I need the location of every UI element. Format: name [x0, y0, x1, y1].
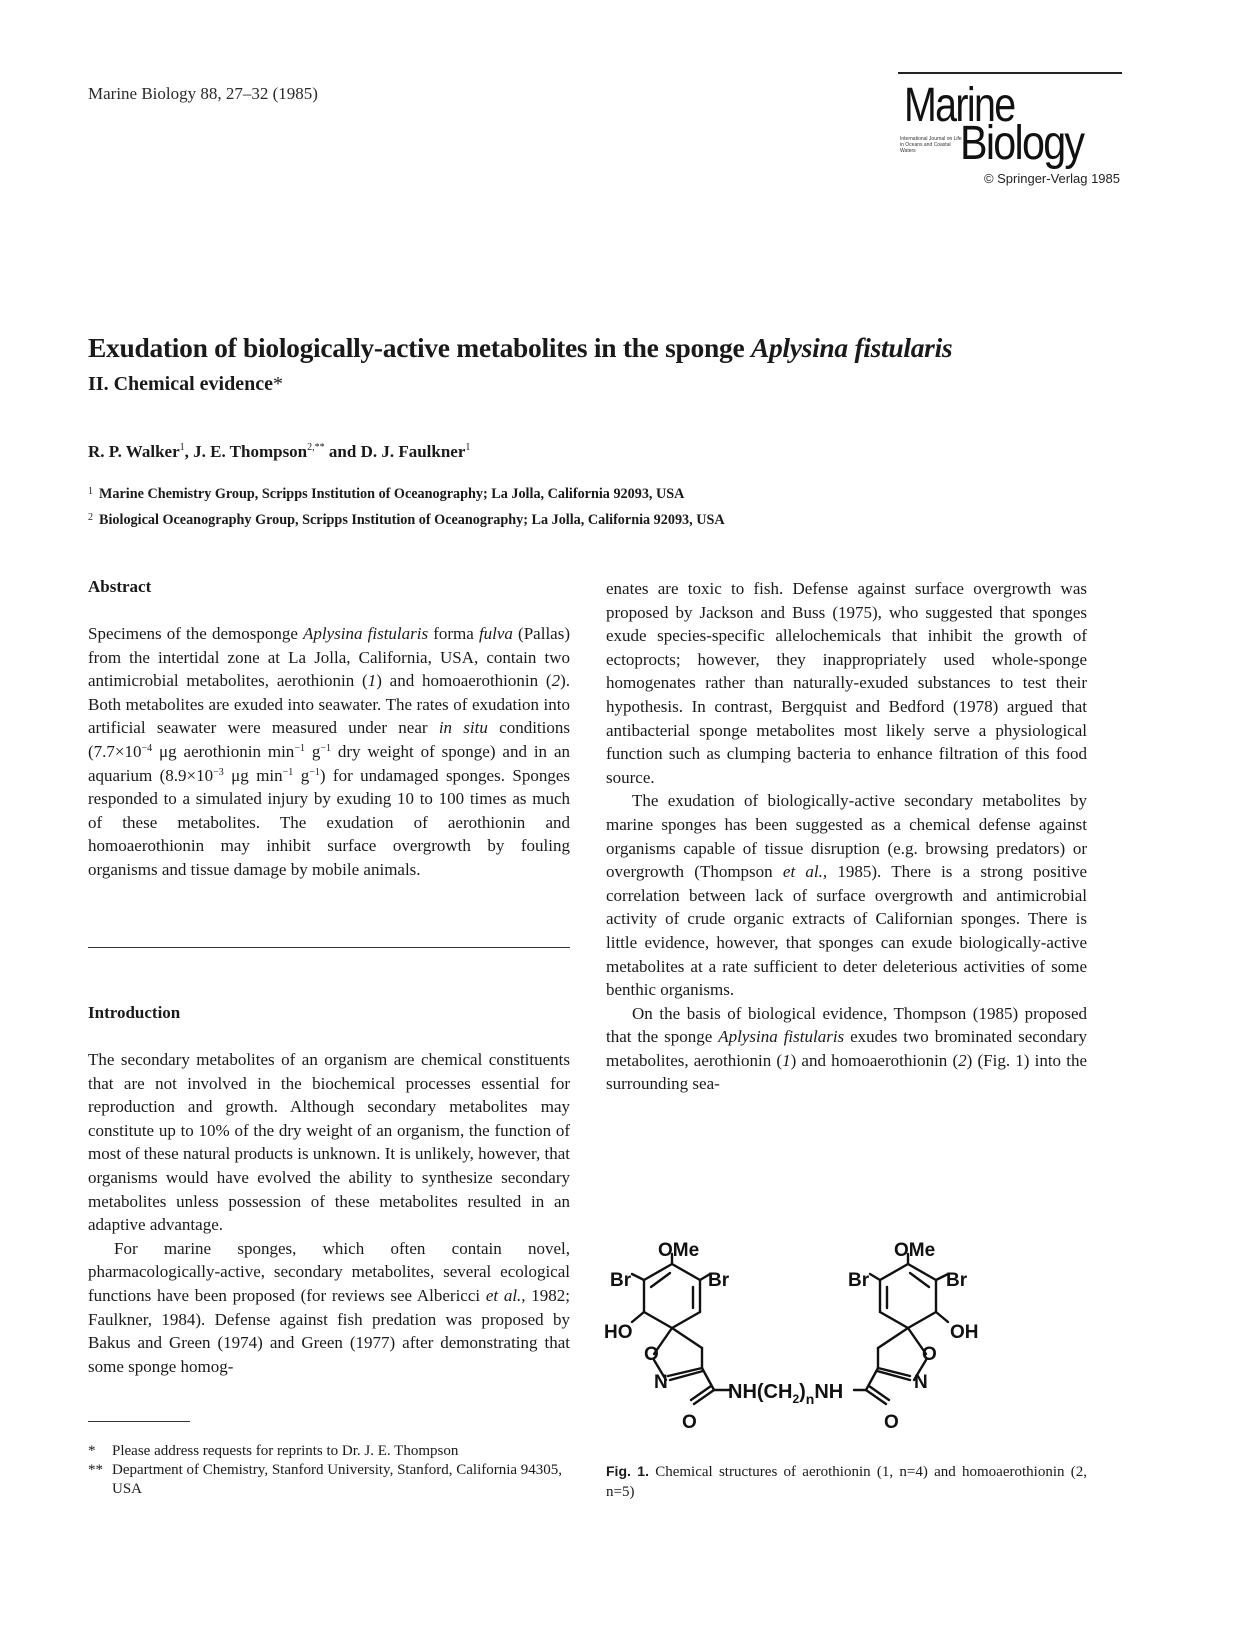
author-name: R. P. Walker	[88, 442, 180, 461]
abstract-body	[88, 622, 570, 882]
affiliation-2	[88, 512, 725, 529]
label-carbonyl-oxygen: O	[884, 1412, 899, 1433]
caption-text: Chemical structures of aerothionin (1, n=4) and homoaerothionin (2, n=5)	[606, 1464, 1088, 1500]
label-ome-left: OMe	[658, 1240, 700, 1261]
affiliation-number: 2	[88, 512, 93, 523]
label-oh: OH	[950, 1322, 979, 1343]
subtitle-text: II. Chemical evidence	[88, 373, 273, 395]
author-affil-mark: 2,**	[307, 442, 325, 453]
footnote	[88, 1442, 570, 1461]
logo-subtext: International Journal on Life in Oceans and Coastal Waters	[900, 136, 962, 154]
label-br: Br	[708, 1270, 730, 1291]
article-subtitle	[88, 373, 283, 396]
label-ho: HO	[604, 1322, 633, 1343]
logo-rule	[898, 72, 1122, 74]
footnote-mark: *	[88, 1443, 96, 1459]
label-br: Br	[946, 1270, 968, 1291]
author-name: D. J. Faulkner	[360, 442, 466, 461]
structure-drawing	[604, 1234, 1074, 1446]
label-nitrogen: N	[654, 1372, 668, 1393]
author-affil-mark: 1	[465, 442, 471, 453]
introduction-body	[88, 1048, 570, 1378]
intro-paragraph: The secondary metabolites of an organism are chemical constituents that are not involved in the biochemical processes essential for reproduction and growth. Although secondary metabolites may constitute up to 10% of the dry weight of an organism, the function of most of these natural products is unknown. It is unlikely, however, that organisms would have evolved the ability to synthesize secondary metabolites unless possession of these metabolites resulted in an adaptive advantage.	[88, 1050, 570, 1235]
affiliation-1	[88, 486, 684, 503]
affiliation-number: 1	[88, 486, 93, 497]
footnote	[88, 1461, 570, 1499]
logo-copyright: © Springer-Verlag 1985	[983, 171, 1120, 186]
title-main: Exudation of biologically-active metabolites in the sponge	[88, 332, 751, 363]
affiliation-text: Marine Chemistry Group, Scripps Institution of Oceanography; La Jolla, California 92093, USA	[99, 486, 685, 502]
label-carbonyl-oxygen: O	[682, 1412, 697, 1433]
linker-n: n	[805, 1391, 815, 1407]
caption-label: Fig. 1.	[606, 1463, 649, 1479]
intro-paragraph: On the basis of biological evidence, Thompson (1985) proposed that the sponge Aplysina fistularis exudes two brominated secondary metabolites, aerothionin (1) and homoaerothionin (2) (Fig. 1) into the surrounding sea-	[606, 1003, 1087, 1094]
intro-paragraph: For marine sponges, which often contain novel, pharmacologically-active, secondary metabolites, several ecological functions have been proposed (for reviews see Albericci et al., 1982; Faulkner, 1984). Defense against fish predation was proposed by Bakus and Green (1974) and Green (1977) after demonstrating that some sponge homog-	[88, 1238, 570, 1376]
logo-marine-text: Marine	[904, 79, 1015, 132]
label-oxygen: O	[644, 1344, 659, 1365]
logo-biology-text: Biology	[960, 117, 1084, 170]
label-br: Br	[848, 1270, 870, 1291]
author-list	[88, 442, 470, 462]
intro-paragraph: enates are toxic to fish. Defense against surface overgrowth was proposed by Jackson and Buss (1975), who suggested that sponges exude species-specific allelochemicals that inhibit the growth of ectoprocts; however, they inappropriately used whole-sponge homogenates rather than naturally-exuded substances to test their hypothesis. In contrast, Bergquist and Bedford (1978) argued that antibacterial sponge metabolites most likely serve a physiological function such as clumping bacteria to enhance filtration of this food source.	[606, 579, 1087, 787]
label-oxygen: O	[922, 1344, 937, 1365]
journal-logo	[898, 72, 1122, 190]
label-ome-right: OMe	[894, 1240, 936, 1261]
footnote-mark: **	[88, 1462, 103, 1478]
linker-nh: NH	[814, 1381, 844, 1403]
journal-citation: Marine Biology 88, 27–32 (1985)	[88, 84, 318, 103]
article-title	[88, 332, 1148, 364]
linker-close: )	[799, 1381, 806, 1403]
linker-text: NH(CH	[728, 1381, 793, 1403]
right-column-body	[606, 577, 1087, 1096]
footnote-text: Department of Chemistry, Stanford University, Stanford, California 94305, USA	[112, 1462, 563, 1497]
abstract-paragraph: Specimens of the demosponge Aplysina fistularis forma fulva (Pallas) from the intertidal zone at La Jolla, California, USA, contain two antimicrobial metabolites, aerothionin (1) and homoaerothionin (2). Both metabolites are exuded into seawater. The rates of exudation into artificial seawater were measured under near in situ conditions ($7.7\times 10^{-4}$ μg aerothionin $\min^{-1} g^{-1}$ dry weight of sponge) and in an aquarium ($8.9\times 10^{-3}$ μg $\min^{-1} g^{-1}$) for undamaged sponges. Sponges responded to a simulated injury by exuding 10 to 100 times as much of these metabolites. The exudation of aerothionin and homoaerothionin may inhibit surface overgrowth by fouling organisms and tissue damage by mobile animals.	[88, 624, 571, 879]
author-affil-mark: 1	[179, 442, 185, 453]
title-species: Aplysina fistularis	[750, 332, 953, 363]
label-linker	[728, 1381, 843, 1407]
author-separator: and	[324, 442, 361, 461]
footnotes	[88, 1442, 570, 1499]
author-separator: ,	[184, 442, 194, 461]
linker-subscript: 2	[792, 1392, 800, 1406]
affiliation-text: Biological Oceanography Group, Scripps Institution of Oceanography; La Jolla, California 92093, USA	[99, 512, 725, 528]
footnote-rule	[88, 1421, 190, 1422]
author-name: J. E. Thompson	[193, 442, 308, 461]
section-divider	[88, 947, 570, 948]
figure-chemical-structure	[604, 1234, 1074, 1446]
abstract-heading: Abstract	[88, 577, 152, 596]
label-nitrogen: N	[914, 1372, 928, 1393]
introduction-heading: Introduction	[88, 1003, 181, 1022]
label-br: Br	[610, 1270, 632, 1291]
footnote-text: Please address requests for reprints to Dr. J. E. Thompson	[112, 1443, 459, 1459]
figure-caption	[606, 1461, 1087, 1502]
subtitle-mark: *	[272, 373, 283, 395]
intro-paragraph: The exudation of biologically-active secondary metabolites by marine sponges has been suggested as a chemical defense against organisms capable of tissue disruption (e.g. browsing predators) or overgrowth (Thompson et al., 1985). There is a strong positive correlation between lack of surface overgrowth and antimicrobial activity of crude organic extracts of Californian sponges. There is little evidence, however, that sponges can exude biologically-active metabolites at a rate sufficient to deter deleterious activities of some benthic organisms.	[606, 791, 1087, 1000]
